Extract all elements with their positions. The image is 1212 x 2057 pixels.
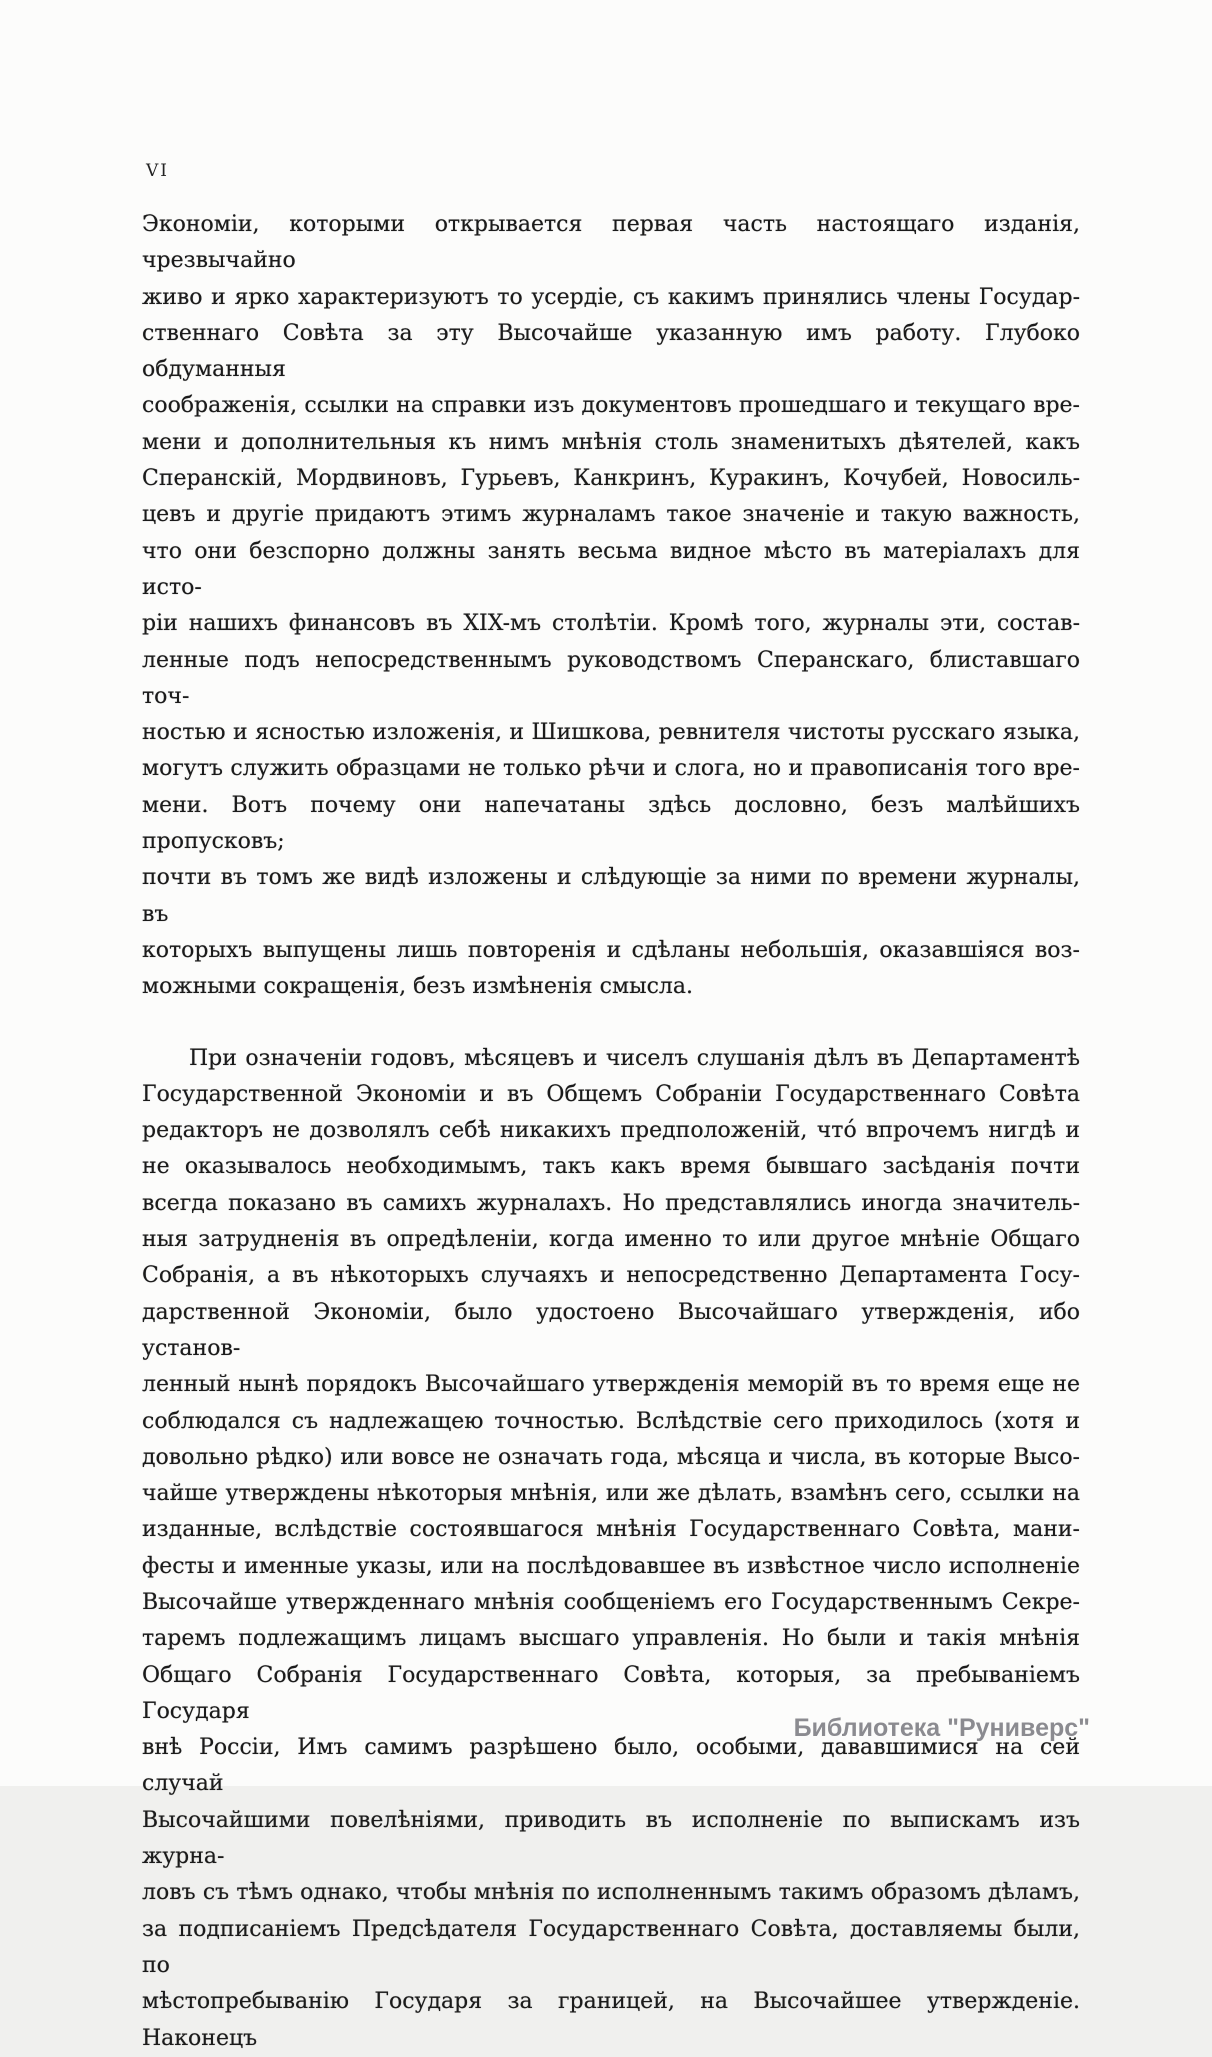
text-line: Высочайшими повелѣніями, приводить въ исполненіе по выпискамъ изъ журна- [142, 1807, 1080, 1870]
text-line: цевъ и другіе придаютъ этимъ журналамъ такое значеніе и такую важность, [142, 502, 1080, 528]
library-watermark: Библиотека "Руниверс" [793, 1714, 1090, 1742]
text-line: ріи нашихъ финансовъ въ XIX-мъ столѣтіи. Кромѣ того, журналы эти, состав- [142, 611, 1080, 637]
text-line: редакторъ не дозволялъ себѣ никакихъ предположеній, что́ впрочемъ нигдѣ и [142, 1118, 1080, 1144]
paragraph [142, 207, 1080, 1006]
text-line: Собранія, а въ нѣкоторыхъ случаяхъ и непосредственно Департамента Госу- [142, 1263, 1080, 1289]
text-line: При означеніи годовъ, мѣсяцевъ и чиселъ слушанія дѣлъ въ Департаментѣ [189, 1045, 1080, 1071]
text-line: таремъ подлежащимъ лицамъ высшаго управленія. Но были и такія мнѣнія [142, 1626, 1080, 1652]
text-line: что они безспорно должны занять весьма видное мѣсто въ матеріалахъ для исто- [142, 538, 1080, 600]
text-line: не оказывалось необходимымъ, такъ какъ время бывшаго засѣданія почти [142, 1154, 1080, 1180]
text-line: Высочайше утвержденнаго мнѣнія сообщеніемъ его Государственнымъ Секре- [142, 1589, 1080, 1615]
text-line: Экономіи, которыми открывается первая часть настоящаго изданія, чрезвычайно [142, 212, 1080, 274]
page-number: VI [146, 161, 169, 181]
text-line: ностью и ясностью изложенія, и Шишкова, ревнителя чистоты русскаго языка, [142, 720, 1080, 746]
text-line: которыхъ выпущены лишь повторенія и сдѣланы небольшія, оказавшіяся воз- [142, 937, 1080, 963]
text-line: ловъ съ тѣмъ однако, чтобы мнѣнія по исполненнымъ такимъ образомъ дѣламъ, [142, 1880, 1080, 1906]
text-line: Сперанскій, Мордвиновъ, Гурьевъ, Канкринъ, Куракинъ, Кочубей, Новосиль- [142, 466, 1080, 492]
text-line: соблюдался съ надлежащею точностью. Вслѣдствіе сего приходилось (хотя и [142, 1408, 1080, 1434]
text-line: за подписаніемъ Предсѣдателя Государственнаго Совѣта, доставляемы были, по [142, 1916, 1080, 1978]
text-line: изданные, вслѣдствіе состоявшагося мнѣнія Государственнаго Совѣта, мани- [142, 1517, 1080, 1543]
text-line: могутъ служить образцами не только рѣчи и слога, но и правописанія того вре- [142, 756, 1080, 782]
text-line: мѣстопребыванію Государя за границей, на Высочайшее утвержденіе. Наконецъ [142, 1989, 1080, 2051]
text-line: Общаго Собранія Государственнаго Совѣта, которыя, за пребываніемъ Государя [142, 1662, 1080, 1724]
text-line: чайше утверждены нѣкоторыя мнѣнія, или же дѣлать, взамѣнъ сего, ссылки на [142, 1481, 1080, 1507]
text-line: мени. Вотъ почему они напечатаны здѣсь дословно, безъ малѣйшихъ пропусковъ; [142, 792, 1080, 855]
text-line: довольно рѣдко) или вовсе не означать года, мѣсяца и числа, въ которые Высо- [142, 1444, 1080, 1470]
text-line: ленные подъ непосредственнымъ руководствомъ Сперанскаго, блиставшаго точ- [142, 647, 1080, 709]
text-line: соображенія, ссылки на справки изъ документовъ прошедшаго и текущаго вре- [142, 393, 1080, 419]
paragraph [142, 1041, 1080, 2057]
text-block [142, 207, 1080, 2057]
text-line: живо и ярко характеризуютъ то усердіе, съ какимъ принялись члены Государ- [142, 284, 1080, 310]
text-line: всегда показано въ самихъ журналахъ. Но представлялись иногда значитель- [142, 1190, 1080, 1216]
text-line: ныя затрудненія въ опредѣленіи, когда именно то или другое мнѣніе Общаго [142, 1227, 1080, 1253]
text-line: внѣ Россіи, Имъ самимъ разрѣшено было, особыми, дававшимися на сей случай [142, 1735, 1080, 1797]
text-line: можными сокращенія, безъ измѣненія смысла. [142, 974, 693, 1000]
text-line: Государственной Экономіи и въ Общемъ Собраніи Государственнаго Совѣта [142, 1081, 1080, 1107]
text-line: мени и дополнительныя къ нимъ мнѣнія столь знаменитыхъ дѣятелей, какъ [142, 429, 1080, 455]
text-line: ленный нынѣ порядокъ Высочайшаго утвержденія меморій въ то время еще не [142, 1372, 1080, 1398]
text-line: фесты и именные указы, или на послѣдовавшее въ извѣстное число исполненіе [142, 1553, 1080, 1579]
text-line: ственнаго Совѣта за эту Высочайше указанную имъ работу. Глубоко обдуманныя [142, 320, 1080, 383]
text-line: дарственной Экономіи, было удостоено Высочайшаго утвержденія, ибо установ- [142, 1299, 1080, 1361]
text-line: почти въ томъ же видѣ изложены и слѣдующіе за ними по времени журналы, въ [142, 865, 1080, 927]
